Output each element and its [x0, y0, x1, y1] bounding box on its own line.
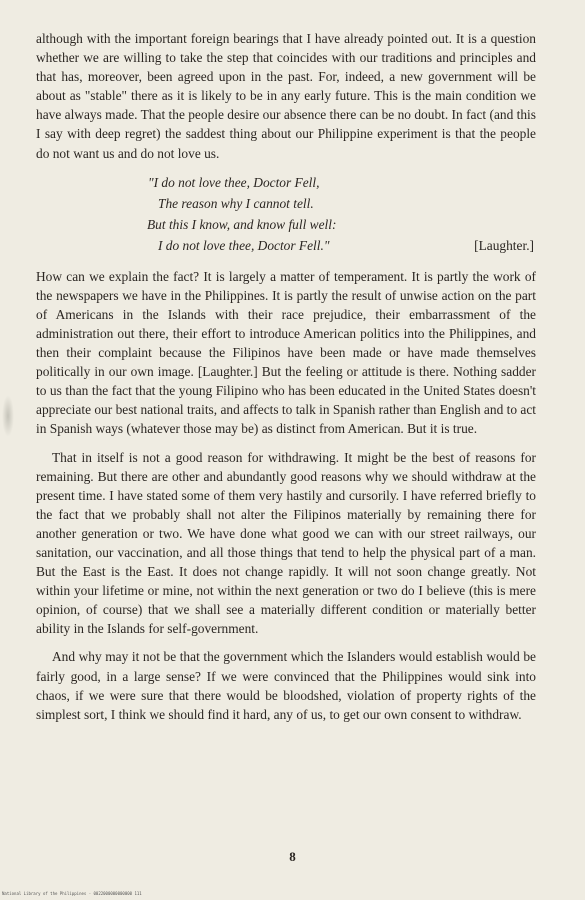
page-number: 8: [289, 849, 296, 864]
poem-line-3: But this I know, and know full well:: [147, 216, 337, 232]
laughter-annotation: [Laughter.]: [474, 237, 534, 253]
poem-line-2: The reason why I cannot tell.: [158, 195, 314, 211]
margin-stain: [2, 395, 14, 437]
poem-quote: [36, 173, 536, 257]
library-footer: National Library of the Philippines · 0022000000000000 111: [2, 891, 142, 896]
body-text: [36, 29, 536, 724]
poem-line-4: I do not love thee, Doctor Fell.": [158, 237, 330, 253]
paragraph-2: How can we explain the fact? It is largely a matter of temperament. It is partly the work of the newspapers we have in the Philippines. It is partly the result of unwise action on the part of Americans in the Islands with their race prejudice, their embarrassment of the administration out there, their effort to introduce American politics into the Philippines, and then their complaint because the Filipinos have been made or have made themselves politically in our own image. [Laughter.] But the feeling or attitude is there. Nothing sadder to us than the fact that the young Filipino who has been educated in the United States doesn't appreciate our best national traits, and affects to talk in Spanish rather than English and to act in Spanish ways (whatever those may be) as distinct from American. But it is true.: [36, 268, 536, 437]
poem-line-1: "I do not love thee, Doctor Fell,: [148, 174, 320, 190]
paragraph-1: although with the important foreign bearings that I have already pointed out. It is a question whether we are willing to take the step that coincides with our traditions and principles and that has, moreover, been agreed upon in the past. For, indeed, a new government will be about as "stable" there as it is likely to be in any early future. This is the main condition we have always made. That the people desire our absence there can be no doubt. In fact (and this I say with deep regret) the saddest thing about our Philippine experiment is that the people do not want us and do not love us.: [36, 31, 536, 161]
paragraph-4: And why may it not be that the government which the Islanders would establish would be fairly good, in a large sense? If we were convinced that the Philippines would sink into chaos, if we were sure that there would be bloodshed, violation of property rights of the simplest sort, I think we should find it hard, any of us, to get our own consent to withdraw.: [36, 649, 536, 722]
paragraph-3: That in itself is not a good reason for withdrawing. It might be the best of reasons for remaining. But there are other and abundantly good reasons why we should withdraw at the present time. I have stated some of them very hastily and cursorily. I have referred briefly to the fact that we probably shall not alter the Filipinos materially by remaining there for another generation or two. We have done what good we can with our street railways, our sanitation, our vaccination, and all those things that tend to help the physical part of a man. But the East is the East. It does not change rapidly. It will not soon change greatly. Not within your lifetime or mine, not within the next generation or two do I believe (this is mere opinion, of course) that we shall see a materially different condition or materially better ability in the Islands for self-government.: [36, 449, 536, 637]
